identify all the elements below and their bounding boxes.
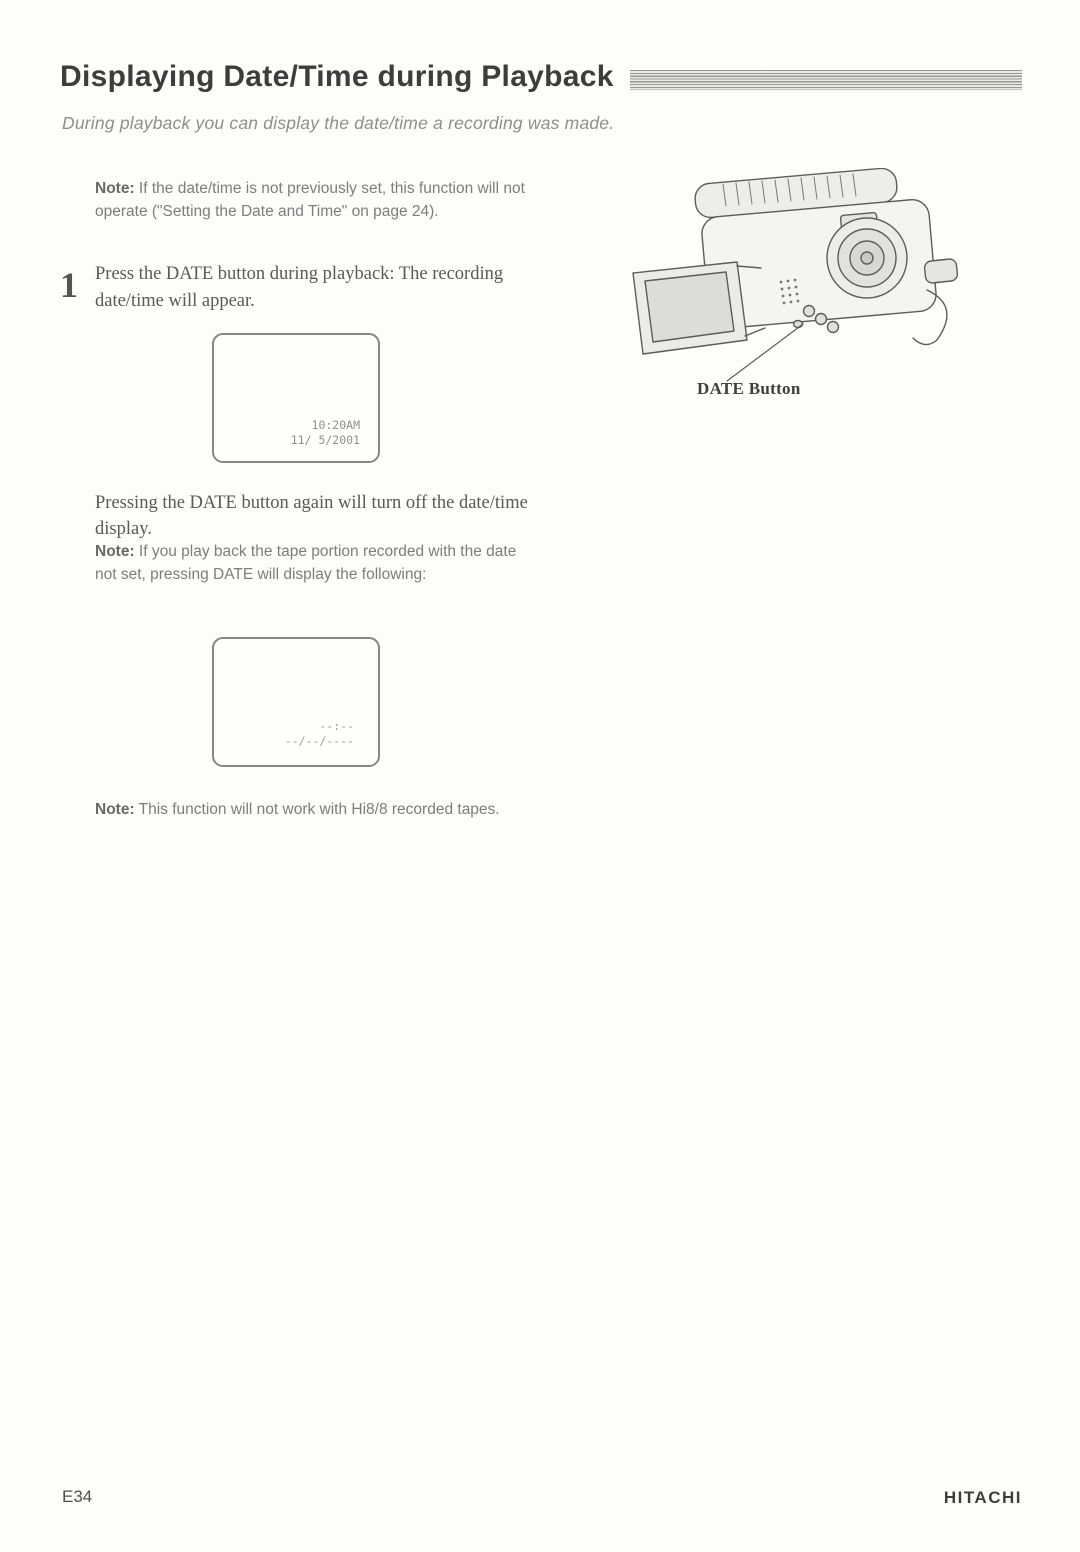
note-label: Note: (95, 801, 135, 818)
page-subtitle: During playback you can display the date/time a recording was made. (62, 113, 615, 133)
note-date-not-set (95, 178, 527, 223)
note-text: This function will not work with Hi8/8 recorded tapes. (138, 801, 500, 818)
lcd-display-box-datetime (212, 333, 380, 463)
lcd-time-value: --:-- (319, 718, 354, 733)
date-button-caption: DATE Button (697, 379, 801, 398)
page-title: Displaying Date/Time during Playback (60, 60, 614, 93)
camcorder-illustration (595, 168, 975, 390)
lcd-date-value: 11/ 5/2001 (290, 433, 360, 448)
note-label: Note: (95, 543, 135, 560)
page-header (60, 60, 1022, 94)
step-number: 1 (60, 265, 78, 305)
note-tape-no-date (95, 541, 535, 586)
lcd-date-value: --/--/---- (284, 734, 354, 749)
lcd-time-value: 10:20AM (311, 417, 360, 432)
paragraph-turn-off-display: Pressing the DATE button again will turn off the date/time display. (95, 493, 528, 539)
lcd-display-readout (285, 719, 354, 750)
note-hi8-tapes (95, 799, 535, 822)
lcd-display-box-unset (212, 637, 380, 767)
note-label: Note: (95, 180, 135, 197)
note-text: If the date/time is not previously set, this function will not operate ("Setting the Date and Time" on page 24). (95, 180, 525, 220)
title-decoration-stripes (630, 70, 1022, 90)
page-number: E34 (62, 1487, 93, 1506)
step-instruction: Press the DATE button during playback: The recording date/time will appear. (95, 264, 504, 311)
note-text: If you play back the tape portion recorded with the date not set, pressing DATE will display the following: (95, 543, 517, 583)
brand-logo: HITACHI (943, 1488, 1022, 1507)
lcd-display-readout (291, 418, 360, 449)
